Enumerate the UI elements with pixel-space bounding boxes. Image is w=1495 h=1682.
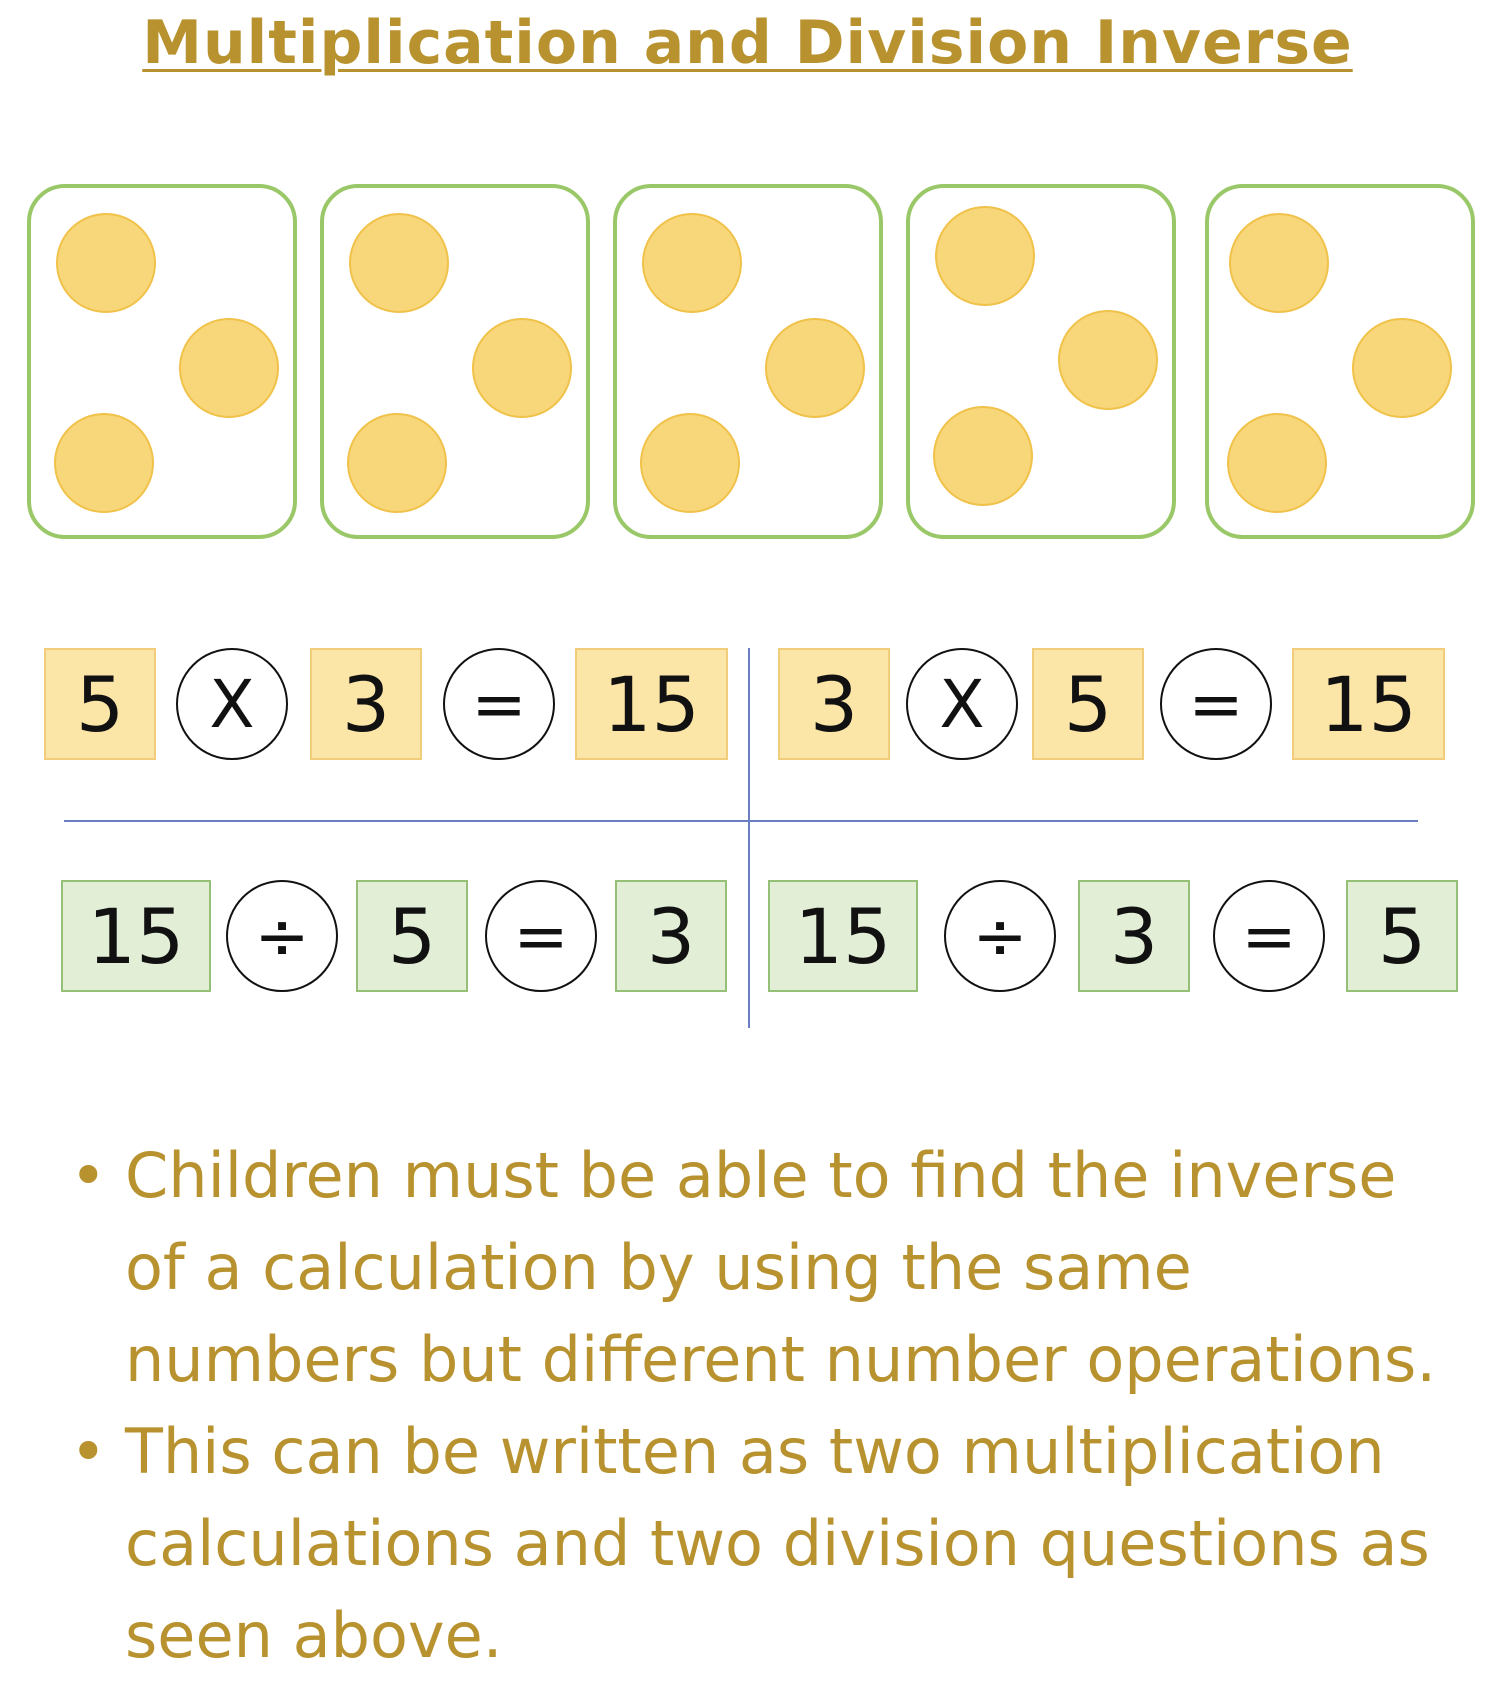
div1-quotient: 3: [615, 880, 727, 992]
dot: [765, 318, 865, 418]
div1-dividend: 15: [61, 880, 211, 992]
horizontal-divider: [64, 820, 1418, 822]
dot: [56, 213, 156, 313]
page-title: [0, 8, 1495, 78]
list-item: [70, 1130, 1470, 1406]
mul2-product: 15: [1292, 648, 1445, 760]
dot: [935, 206, 1035, 306]
div1-divisor: 5: [356, 880, 468, 992]
mul1-factor-a: 5: [44, 648, 156, 760]
note-text: This can be written as two multiplication calculations and two division questions as seen above.: [125, 1415, 1430, 1672]
dot-group-5: [1205, 184, 1475, 539]
page-title-text: Multiplication and Division Inverse: [142, 8, 1353, 78]
mul2-equals-symbol: =: [1160, 648, 1272, 760]
notes-list: [70, 1130, 1470, 1682]
dot: [54, 413, 154, 513]
dot: [1058, 310, 1158, 410]
div2-dividend: 15: [768, 880, 918, 992]
dot: [1352, 318, 1452, 418]
div2-divisor: 3: [1078, 880, 1190, 992]
mul1-product: 15: [575, 648, 728, 760]
dot-group-3: [613, 184, 883, 539]
mul2-factor-b: 5: [1032, 648, 1144, 760]
dot: [179, 318, 279, 418]
dot-group-4: [906, 184, 1176, 539]
dot: [933, 406, 1033, 506]
dot: [472, 318, 572, 418]
mul1-factor-b: 3: [310, 648, 422, 760]
mul1-times-symbol: X: [176, 648, 288, 760]
div1-divide-symbol: ÷: [226, 880, 338, 992]
div2-quotient: 5: [1346, 880, 1458, 992]
dot: [1229, 213, 1329, 313]
div2-equals-symbol: =: [1213, 880, 1325, 992]
dot: [642, 213, 742, 313]
dot: [640, 413, 740, 513]
bullet-icon: •: [70, 1415, 107, 1488]
mul2-times-symbol: X: [906, 648, 1018, 760]
div2-divide-symbol: ÷: [944, 880, 1056, 992]
dot: [1227, 413, 1327, 513]
dot: [347, 413, 447, 513]
mul2-factor-a: 3: [778, 648, 890, 760]
bullet-icon: •: [70, 1139, 107, 1212]
list-item: [70, 1406, 1470, 1682]
vertical-divider: [748, 648, 750, 1028]
div1-equals-symbol: =: [485, 880, 597, 992]
mul1-equals-symbol: =: [443, 648, 555, 760]
dot: [349, 213, 449, 313]
dot-group-2: [320, 184, 590, 539]
dot-group-1: [27, 184, 297, 539]
note-text: Children must be able to find the inverse of a calculation by using the same numbers but different number operations.: [125, 1139, 1437, 1396]
